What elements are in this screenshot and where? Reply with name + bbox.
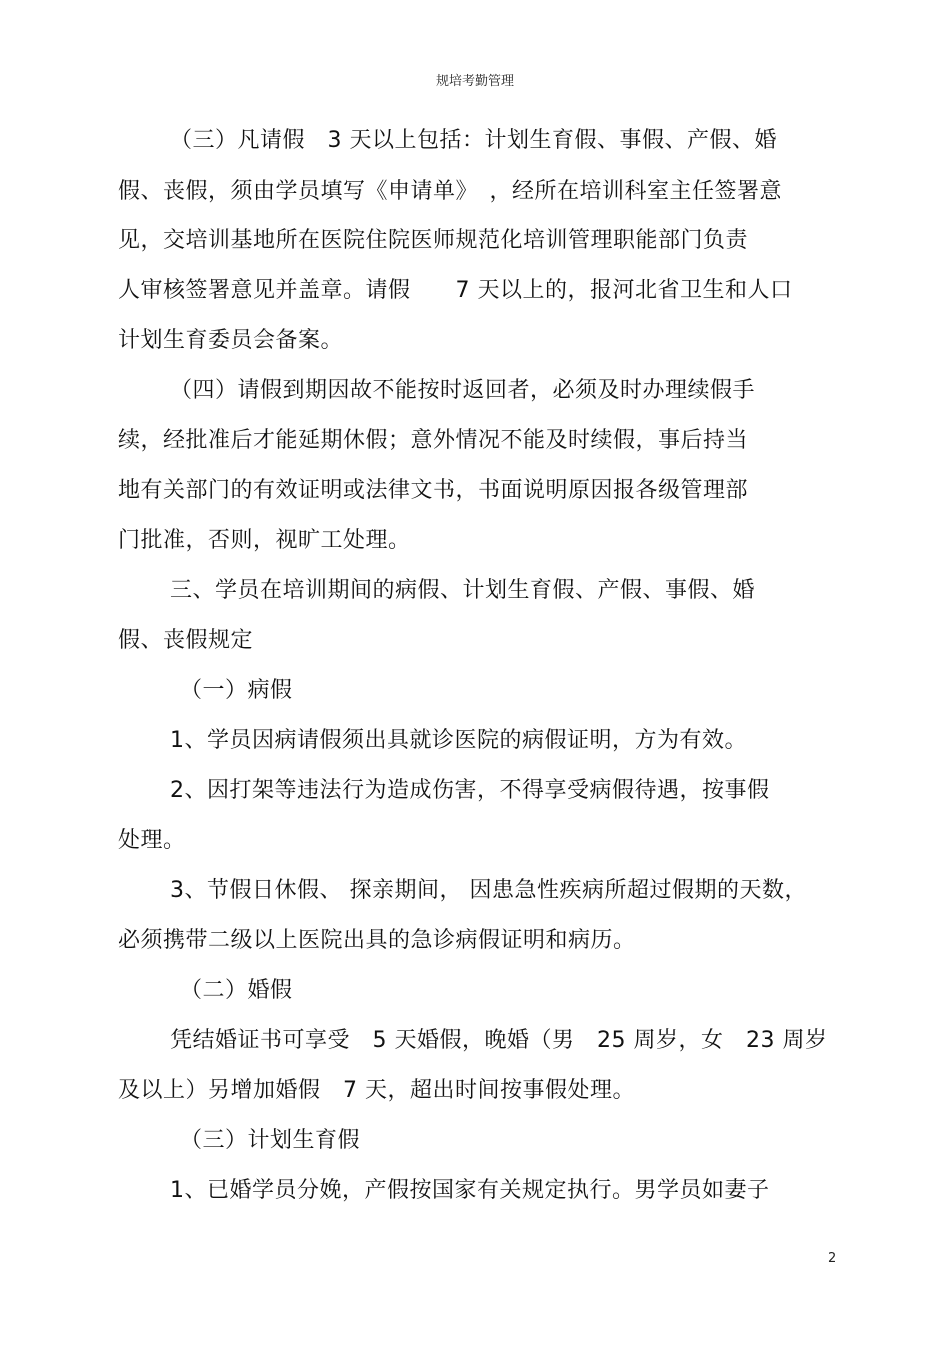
section-heading: 假、丧假规定	[118, 628, 254, 653]
subsection-heading: （一）病假	[180, 678, 293, 703]
text-line: 3、节假日休假、 探亲期间， 因患急性疾病所超过假期的天数，	[170, 878, 807, 903]
text-line: （三）凡请假 3 天以上包括：计划生育假、事假、产假、婚	[170, 128, 777, 153]
text-line: 门批准，否则，视旷工处理。	[118, 528, 411, 553]
subsection-heading: （三）计划生育假	[180, 1128, 361, 1153]
text-line: 假、丧假，须由学员填写《申请单》 ，经所在培训科室主任签署意	[118, 179, 783, 204]
text-line: 处理。	[118, 828, 186, 853]
subsection-heading: （二）婚假	[180, 978, 293, 1003]
text-line: 地有关部门的有效证明或法律文书，书面说明原因报各级管理部	[118, 478, 749, 503]
text-line: 计划生育委员会备案。	[118, 328, 344, 353]
text-line: 续，经批准后才能延期休假；意外情况不能及时续假，事后持当	[118, 428, 749, 453]
section-heading: 三、学员在培训期间的病假、计划生育假、产假、事假、婚	[170, 578, 756, 603]
text-line: 及以上）另增加婚假 7 天，超出时间按事假处理。	[118, 1078, 635, 1103]
text-line: 见，交培训基地所在医院住院医师规范化培训管理职能部门负责	[118, 228, 749, 253]
text-line: 2、因打架等违法行为造成伤害，不得享受病假待遇，按事假	[170, 778, 770, 803]
text-line: 人审核签署意见并盖章。请假 7 天以上的，报河北省卫生和人口	[118, 278, 793, 303]
text-line: 1、已婚学员分娩，产假按国家有关规定执行。男学员如妻子	[170, 1178, 770, 1203]
page-header: 规培考勤管理	[435, 74, 514, 89]
text-line: 1、学员因病请假须出具就诊医院的病假证明，方为有效。	[170, 728, 747, 753]
page-number: 2	[828, 1251, 837, 1266]
text-line: 凭结婚证书可享受 5 天婚假，晚婚（男 25 周岁，女 23 周岁	[170, 1028, 828, 1053]
text-line: （四）请假到期因故不能按时返回者，必须及时办理续假手	[170, 378, 756, 403]
text-line: 必须携带二级以上医院出具的急诊病假证明和病历。	[118, 928, 636, 953]
